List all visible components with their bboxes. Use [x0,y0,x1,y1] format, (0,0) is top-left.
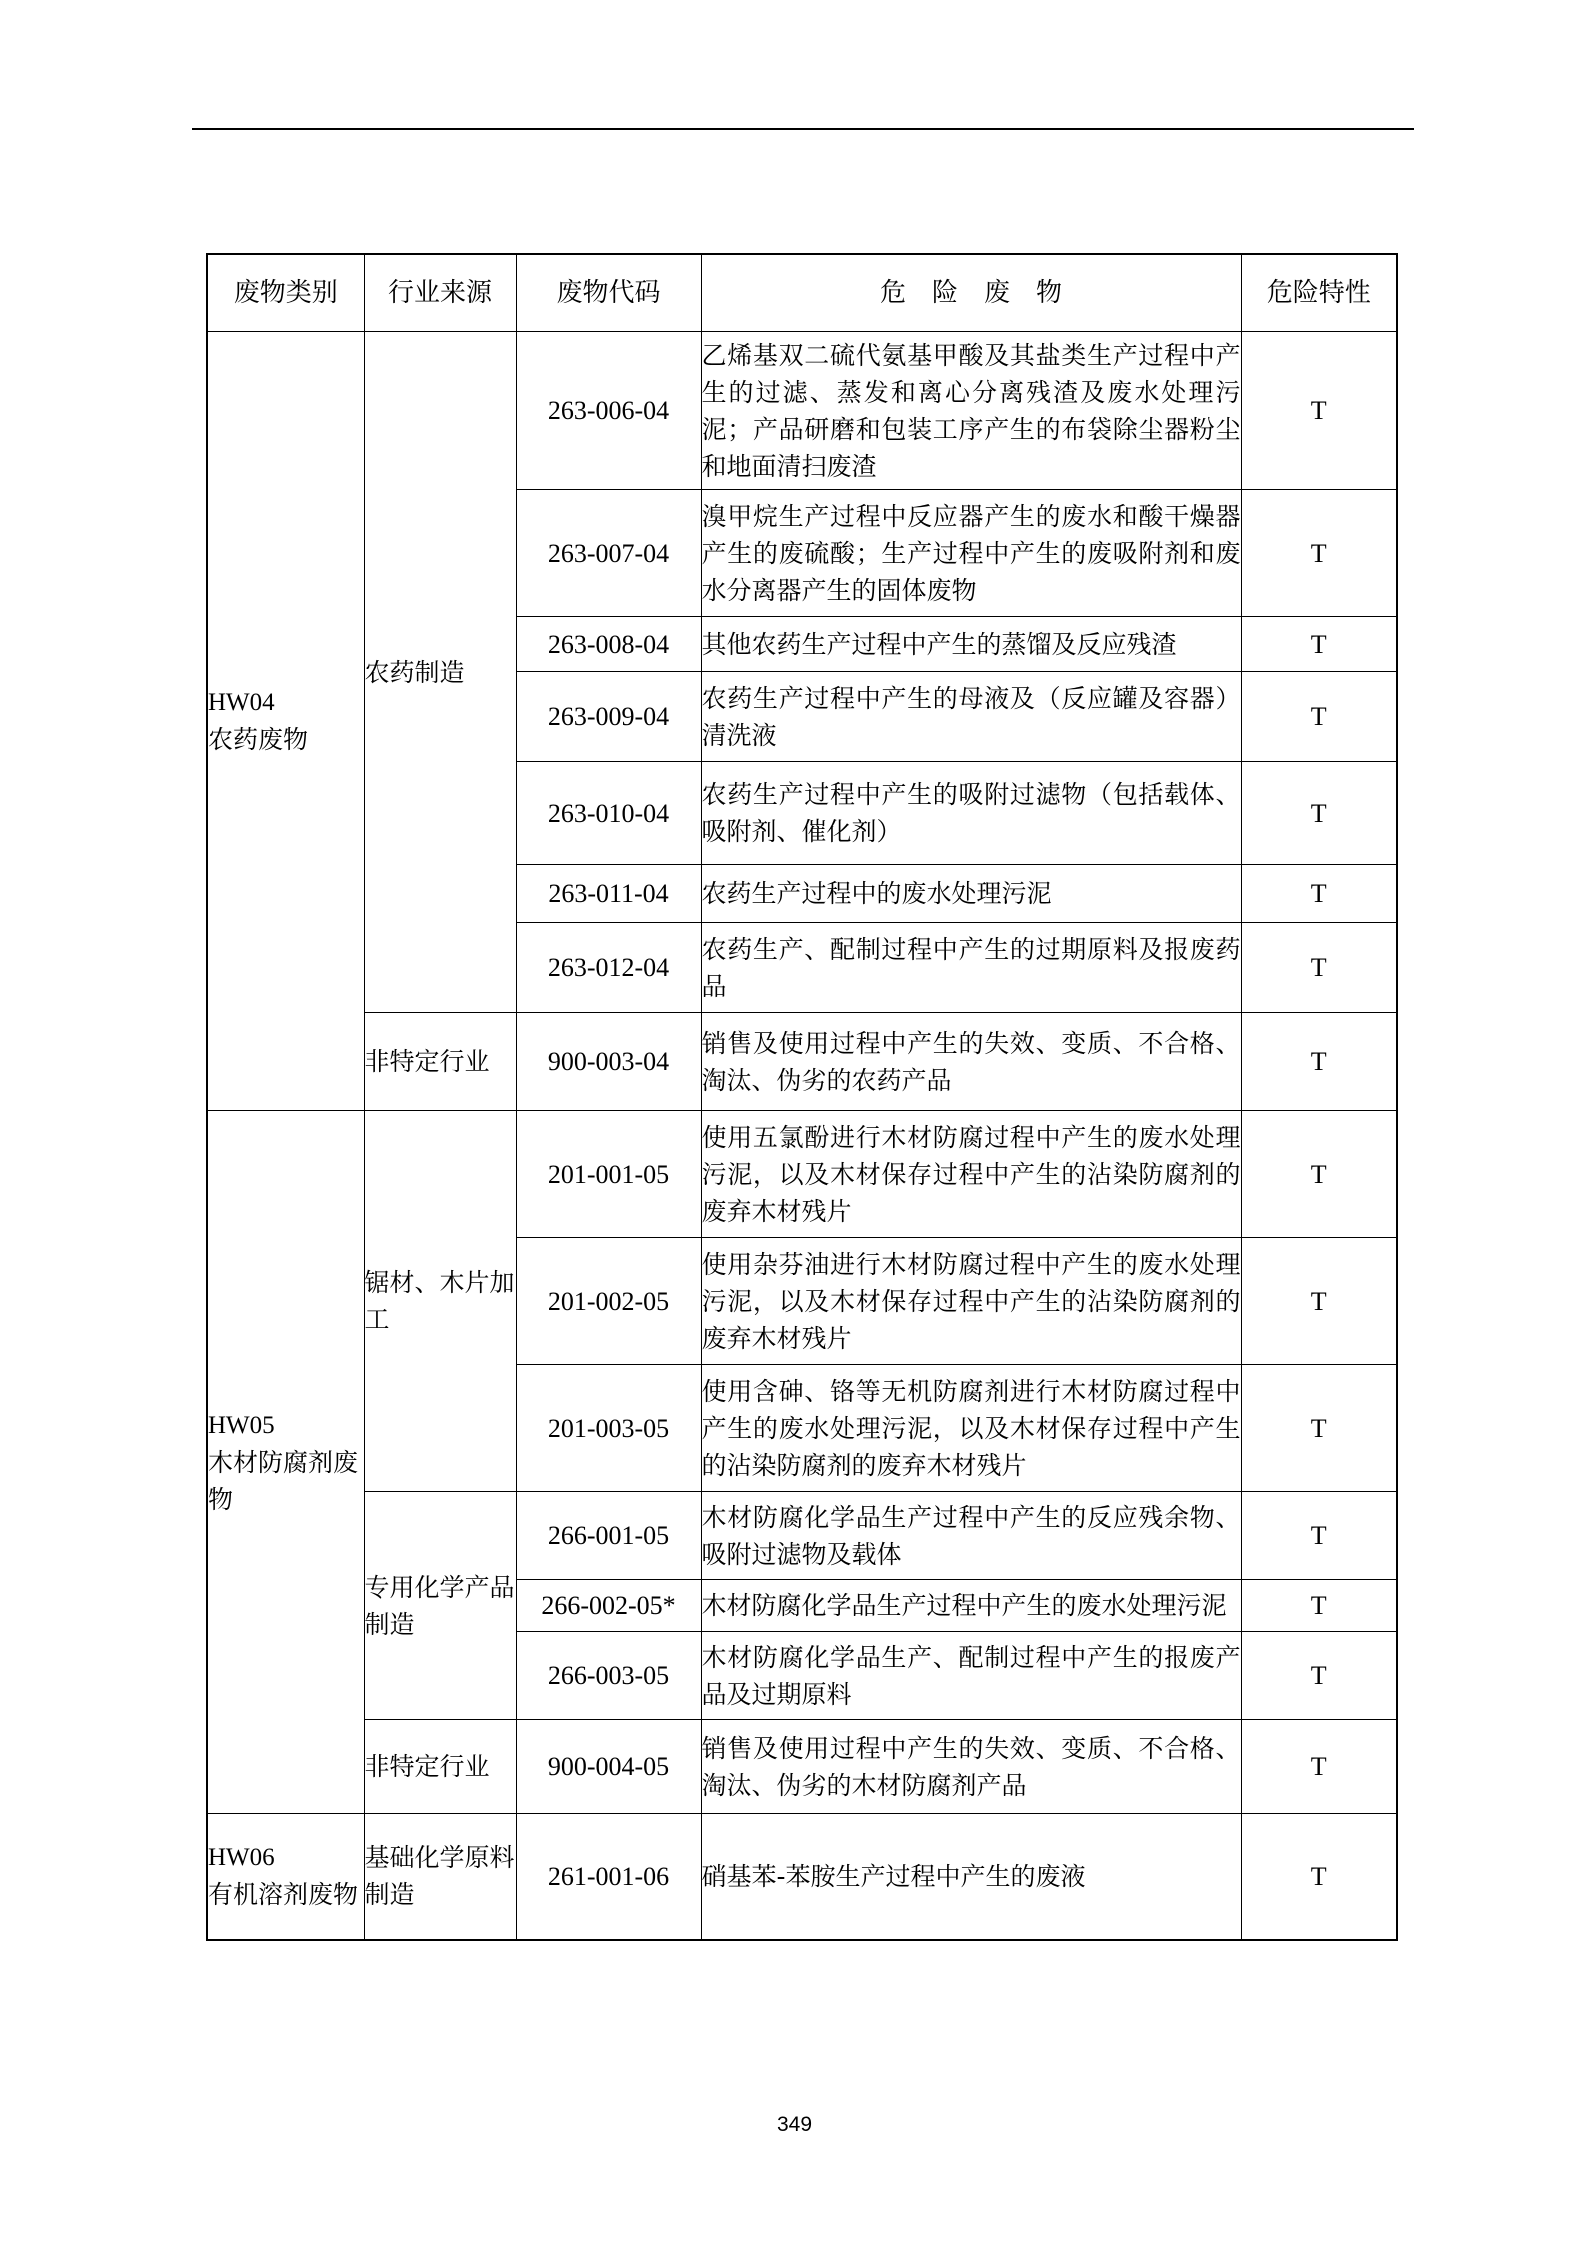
hazard-characteristic-cell: T [1241,923,1397,1013]
waste-code-cell: 266-001-05 [516,1492,701,1580]
waste-code-cell: 263-009-04 [516,672,701,762]
waste-code-cell: 261-001-06 [516,1814,701,1940]
industry-source-cell: 农药制造 [364,332,516,1013]
table-row [207,1720,1397,1814]
waste-code-cell: 263-008-04 [516,617,701,672]
waste-description-cell: 其他农药生产过程中产生的蒸馏及反应残渣 [701,617,1241,672]
waste-description-cell: 木材防腐化学品生产过程中产生的反应残余物、吸附过滤物及载体 [701,1492,1241,1580]
waste-description-cell: 乙烯基双二硫代氨基甲酸及其盐类生产过程中产生的过滤、蒸发和离心分离残渣及废水处理污泥；产品研磨和包装工序产生的布袋除尘器粉尘和地面清扫废渣 [701,332,1241,490]
table-row [207,1492,1397,1580]
header-characteristic: 危险特性 [1241,254,1397,332]
waste-code-cell: 266-002-05* [516,1580,701,1632]
waste-category-cell [207,1111,364,1814]
waste-description-cell: 农药生产、配制过程中产生的过期原料及报废药品 [701,923,1241,1013]
header-rule [192,128,1414,130]
waste-description-cell: 硝基苯-苯胺生产过程中产生的废液 [701,1814,1241,1940]
waste-description-cell: 农药生产过程中的废水处理污泥 [701,865,1241,923]
hazard-characteristic-cell: T [1241,1013,1397,1111]
table-header-row [207,254,1397,332]
table-row [207,1111,1397,1238]
waste-code-cell: 263-012-04 [516,923,701,1013]
header-waste: 危 险 废 物 [701,254,1241,332]
waste-code-cell: 263-011-04 [516,865,701,923]
waste-description-cell: 木材防腐化学品生产过程中产生的废水处理污泥 [701,1580,1241,1632]
waste-code-cell: 263-010-04 [516,762,701,865]
hazard-characteristic-cell: T [1241,672,1397,762]
waste-description-cell: 溴甲烷生产过程中反应器产生的废水和酸干燥器产生的废硫酸；生产过程中产生的废吸附剂和废水分离器产生的固体废物 [701,490,1241,617]
waste-code-cell: 900-004-05 [516,1720,701,1814]
category-code: HW04 [208,689,275,716]
hazard-characteristic-cell: T [1241,332,1397,490]
waste-description-cell: 销售及使用过程中产生的失效、变质、不合格、淘汰、伪劣的农药产品 [701,1013,1241,1111]
waste-description-cell: 销售及使用过程中产生的失效、变质、不合格、淘汰、伪劣的木材防腐剂产品 [701,1720,1241,1814]
hazard-characteristic-cell: T [1241,1632,1397,1720]
hazard-characteristic-cell: T [1241,762,1397,865]
header-code: 废物代码 [516,254,701,332]
waste-description-cell: 农药生产过程中产生的吸附过滤物（包括载体、吸附剂、催化剂） [701,762,1241,865]
waste-code-cell: 263-007-04 [516,490,701,617]
waste-description-cell: 木材防腐化学品生产、配制过程中产生的报废产品及过期原料 [701,1632,1241,1720]
waste-code-cell: 201-003-05 [516,1365,701,1492]
industry-source-cell: 专用化学产品制造 [364,1492,516,1720]
industry-source-cell: 锯材、木片加工 [364,1111,516,1492]
hazard-characteristic-cell: T [1241,1111,1397,1238]
table-row [207,1814,1397,1940]
waste-description-cell: 农药生产过程中产生的母液及（反应罐及容器）清洗液 [701,672,1241,762]
category-name: 农药废物 [208,725,309,754]
waste-code-cell: 201-002-05 [516,1238,701,1365]
waste-code-cell: 266-003-05 [516,1632,701,1720]
waste-category-cell [207,1814,364,1940]
waste-code-cell: 900-003-04 [516,1013,701,1111]
waste-description-cell: 使用五氯酚进行木材防腐过程中产生的废水处理污泥，以及木材保存过程中产生的沾染防腐剂的废弃木材残片 [701,1111,1241,1238]
hazardous-waste-table [206,253,1398,1941]
hazard-characteristic-cell: T [1241,865,1397,923]
waste-category-cell [207,332,364,1111]
table-row [207,332,1397,490]
waste-description-cell: 使用杂芬油进行木材防腐过程中产生的废水处理污泥，以及木材保存过程中产生的沾染防腐剂的废弃木材残片 [701,1238,1241,1365]
waste-description-cell: 使用含砷、铬等无机防腐剂进行木材防腐过程中产生的废水处理污泥，以及木材保存过程中产生的沾染防腐剂的废弃木材残片 [701,1365,1241,1492]
industry-source-cell: 基础化学原料制造 [364,1814,516,1940]
hazard-characteristic-cell: T [1241,1720,1397,1814]
hazard-characteristic-cell: T [1241,617,1397,672]
category-code: HW05 [208,1411,275,1439]
hazard-characteristic-cell: T [1241,490,1397,617]
hazard-characteristic-cell: T [1241,1492,1397,1580]
category-name: 有机溶剂废物 [208,1880,359,1910]
table-row [207,1013,1397,1111]
page-number: 349 [776,2113,813,2136]
industry-source-cell: 非特定行业 [364,1013,516,1111]
industry-source-cell: 非特定行业 [364,1720,516,1814]
hazard-characteristic-cell: T [1241,1814,1397,1940]
category-code: HW06 [208,1844,275,1872]
header-source: 行业来源 [364,254,516,332]
waste-code-cell: 263-006-04 [516,332,701,490]
waste-code-cell: 201-001-05 [516,1111,701,1238]
category-name: 木材防腐剂废物 [208,1447,359,1514]
header-category: 废物类别 [207,254,364,332]
hazard-characteristic-cell: T [1241,1365,1397,1492]
hazard-characteristic-cell: T [1241,1238,1397,1365]
table-body [207,332,1397,1940]
hazard-characteristic-cell: T [1241,1580,1397,1632]
